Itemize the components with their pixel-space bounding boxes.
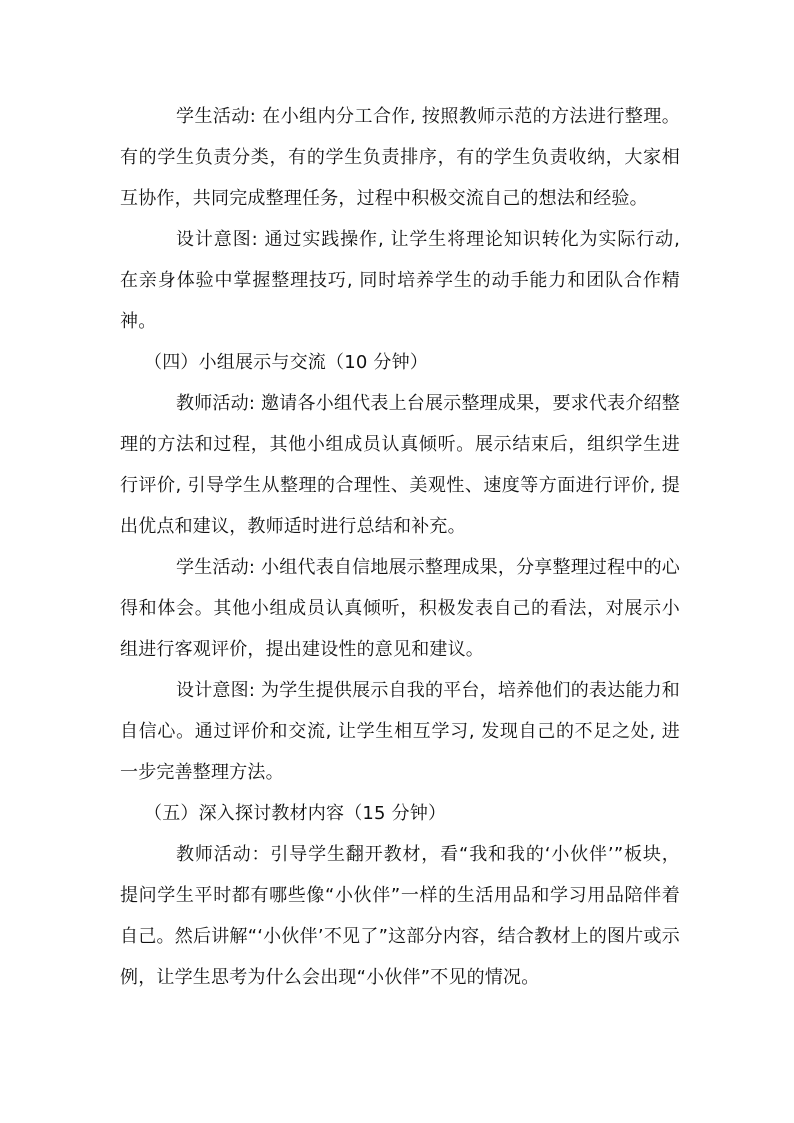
paragraph-teacher-activity-1: 教师活动: 邀请各小组代表上台展示整理成果，要求代表介绍整理的方法和过程，其他小组成员认真倾听。展示结束后，组织学生进行评价, 引导学生从整理的合理性、美观性、速度等方面进行评价, 提出优点和建议，教师适时进行总结和补充。: [120, 393, 680, 537]
document-body: [120, 96, 680, 998]
paragraph-student-activity-1: 学生活动: 在小组内分工合作, 按照教师示范的方法进行整理。有的学生负责分类，有的学生负责排序，有的学生负责收纳，大家相互协作，共同完成整理任务，过程中积极交流自己的想法和经验。: [120, 106, 680, 209]
paragraph-design-intent-1: 设计意图: 通过实践操作, 让学生将理论知识转化为实际行动, 在亲身体验中掌握整理技巧, 同时培养学生的动手能力和团队合作精神。: [120, 229, 680, 332]
paragraph-student-activity-2: 学生活动: 小组代表自信地展示整理成果，分享整理过程中的心得和体会。其他小组成员认真倾听，积极发表自己的看法，对展示小组进行客观评价，提出建设性的意见和建议。: [120, 557, 680, 660]
paragraph-design-intent-2: 设计意图: 为学生提供展示自我的平台，培养他们的表达能力和自信心。通过评价和交流, 让学生相互学习, 发现自己的不足之处, 进一步完善整理方法。: [120, 680, 680, 783]
paragraph-teacher-activity-2: 教师活动：引导学生翻开教材，看“我和我的‘小伙伴’”板块，提问学生平时都有哪些像“小伙伴”一样的生活用品和学习用品陪伴着自己。然后讲解“‘小伙伴’不见了”这部分内容，结合教材上的图片或示例，让学生思考为什么会出现“小伙伴”不见的情况。: [120, 844, 680, 988]
section-heading-5: （五）深入探讨教材内容（15 分钟）: [144, 803, 447, 824]
section-heading-4: （四）小组展示与交流（10 分钟）: [144, 352, 429, 373]
